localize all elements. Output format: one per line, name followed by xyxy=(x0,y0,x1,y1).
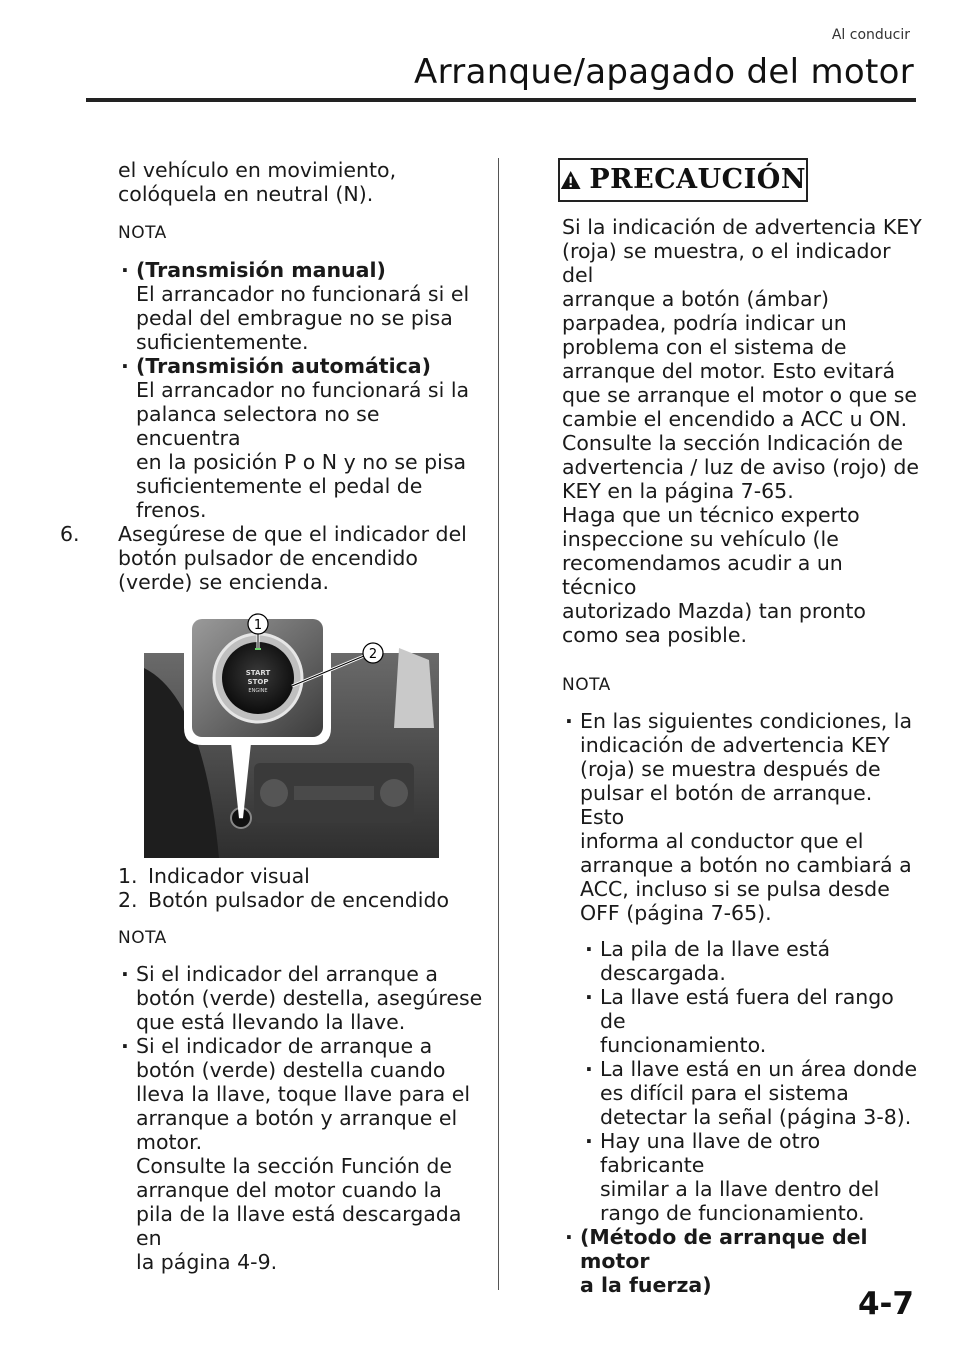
caution-line: arranque del motor. Esto evitará xyxy=(562,359,896,383)
bullet-text: indicación de advertencia KEY xyxy=(580,733,890,757)
climate-knob xyxy=(380,779,408,807)
caution-line: autorizado Mazda) tan pronto xyxy=(562,599,866,623)
list-item xyxy=(562,709,922,925)
climate-knob xyxy=(260,779,288,807)
bullet-text: La pila de la llave está xyxy=(600,937,831,961)
bullet-text: La llave está fuera del rango de xyxy=(600,985,894,1033)
bullet-text: (roja) se muestra después de xyxy=(580,757,881,781)
bullet-text: OFF (página 7-65). xyxy=(580,901,772,925)
bullet-text: similar a la llave dentro del xyxy=(600,1177,880,1201)
caution-line: recomendamos acudir a un técnico xyxy=(562,551,843,599)
caution-line: advertencia / luz de aviso (rojo) de xyxy=(562,455,919,479)
bullet-title: (Método de arranque del motor xyxy=(580,1225,868,1273)
bullet-text: Consulte la sección Función de xyxy=(136,1154,453,1178)
intro-line: el vehículo en movimiento, xyxy=(118,158,397,182)
bullet-text: suficientemente. xyxy=(136,330,309,354)
display-screen xyxy=(394,648,434,728)
bullet-text: ACC, incluso si se pulsa desde xyxy=(580,877,890,901)
bullet-text: funcionamiento. xyxy=(600,1033,767,1057)
page-number: 4-7 xyxy=(857,1286,914,1322)
climate-buttons xyxy=(294,786,374,800)
caption-number: 2. xyxy=(118,888,138,912)
caption-text: Botón pulsador de encendido xyxy=(148,888,450,912)
nota-heading: NOTA xyxy=(118,223,167,243)
bullet-title: a la fuerza) xyxy=(580,1273,712,1297)
bullet-text: motor. xyxy=(136,1130,203,1154)
caution-banner xyxy=(558,158,808,202)
visual-indicator xyxy=(255,648,261,650)
list-item xyxy=(582,1057,922,1129)
bullet-text: palanca selectora no se encuentra xyxy=(136,402,380,450)
column-divider xyxy=(498,158,499,1290)
button-label: ENGINE xyxy=(248,688,268,694)
caution-line: problema con el sistema de xyxy=(562,335,847,359)
bullet-text: botón (verde) destella cuando xyxy=(136,1058,446,1082)
bullet-text: es difícil para el sistema xyxy=(600,1081,849,1105)
header-section-label: Al conducir xyxy=(831,27,910,43)
bullet-text: la página 4-9. xyxy=(136,1250,278,1274)
caution-line: inspeccione su vehículo (le xyxy=(562,527,839,551)
button-label: START xyxy=(245,669,271,677)
caution-line: Haga que un técnico experto xyxy=(562,503,860,527)
start-button-illustration xyxy=(144,608,439,858)
step-number: 6. xyxy=(60,522,80,546)
right-column xyxy=(562,158,922,1297)
caption-item xyxy=(118,864,485,888)
step-text: Asegúrese de que el indicador del xyxy=(118,522,467,546)
button-label: STOP xyxy=(247,678,269,686)
bullet-title: (Transmisión manual) xyxy=(136,258,386,282)
callout-number: 1 xyxy=(253,618,263,633)
bullet-text: en la posición P o N y no se pisa xyxy=(136,450,467,474)
bullet-text: frenos. xyxy=(136,498,207,522)
nota-heading: NOTA xyxy=(562,675,611,695)
bullet-text: arranque a botón y arranque el xyxy=(136,1106,458,1130)
list-item xyxy=(118,258,485,354)
bullet-text: lleva la llave, toque llave para el xyxy=(136,1082,471,1106)
callout-number: 2 xyxy=(368,647,378,662)
page-title: Arranque/apagado del motor xyxy=(414,52,914,92)
caution-line: Si la indicación de advertencia KEY xyxy=(562,215,922,239)
dashboard-figure xyxy=(144,608,439,858)
bullet-text: pulsar el botón de arranque. Esto xyxy=(580,781,873,829)
list-item xyxy=(118,354,485,522)
list-item xyxy=(118,1034,485,1274)
left-column xyxy=(60,158,485,1274)
bullet-text: arranque a botón no cambiará a xyxy=(580,853,912,877)
figure-caption xyxy=(118,864,485,912)
bullet-text: pedal del embrague no se pisa xyxy=(136,306,453,330)
bullet-text: rango de funcionamiento. xyxy=(600,1201,865,1225)
bullet-text: descargada. xyxy=(600,961,726,985)
nota-heading: NOTA xyxy=(118,928,167,948)
bullet-text: El arrancador no funcionará si el xyxy=(136,282,470,306)
list-item xyxy=(582,985,922,1057)
caption-number: 1. xyxy=(118,864,138,888)
caution-line: KEY en la página 7-65. xyxy=(562,479,794,503)
sub-list xyxy=(582,937,922,1225)
header-rule xyxy=(86,98,916,102)
caution-line: como sea posible. xyxy=(562,623,747,647)
bullet-text: arranque del motor cuando la xyxy=(136,1178,442,1202)
caution-text xyxy=(562,215,922,647)
intro-line: colóquela en neutral (N). xyxy=(118,182,374,206)
warning-triangle-icon xyxy=(560,168,581,192)
bullet-text: que está llevando la llave. xyxy=(136,1010,406,1034)
caution-line: parpadea, podría indicar un xyxy=(562,311,847,335)
list-item xyxy=(582,937,922,985)
step-text: botón pulsador de encendido xyxy=(118,546,418,570)
bullet-text: suficientemente el pedal de xyxy=(136,474,423,498)
caption-text: Indicador visual xyxy=(148,864,310,888)
bullet-text: Si el indicador de arranque a xyxy=(136,1034,433,1058)
caution-line: cambie el encendido a ACC u ON. xyxy=(562,407,908,431)
step-item xyxy=(60,522,485,594)
caution-line: que se arranque el motor o que se xyxy=(562,383,918,407)
caution-line: arranque a botón (ámbar) xyxy=(562,287,830,311)
caption-item xyxy=(118,888,485,912)
bullet-text: En las siguientes condiciones, la xyxy=(580,709,913,733)
list-item xyxy=(118,962,485,1034)
step-text: (verde) se encienda. xyxy=(118,570,330,594)
caution-title: PRECAUCIÓN xyxy=(589,164,806,195)
bullet-text: Si el indicador del arranque a xyxy=(136,962,438,986)
caution-line: Consulte la sección Indicación de xyxy=(562,431,903,455)
bullet-text: detectar la señal (página 3-8). xyxy=(600,1105,912,1129)
bullet-text: Hay una llave de otro fabricante xyxy=(600,1129,821,1177)
bullet-text: botón (verde) destella, asegúrese xyxy=(136,986,483,1010)
bullet-text: informa al conductor que el xyxy=(580,829,864,853)
list-item xyxy=(582,1129,922,1225)
caution-line: (roja) se muestra, o el indicador del xyxy=(562,239,891,287)
bullet-text: La llave está en un área donde xyxy=(600,1057,918,1081)
bullet-text: El arrancador no funcionará si la xyxy=(136,378,470,402)
bullet-title: (Transmisión automática) xyxy=(136,354,431,378)
bullet-text: pila de la llave está descargada en xyxy=(136,1202,462,1250)
